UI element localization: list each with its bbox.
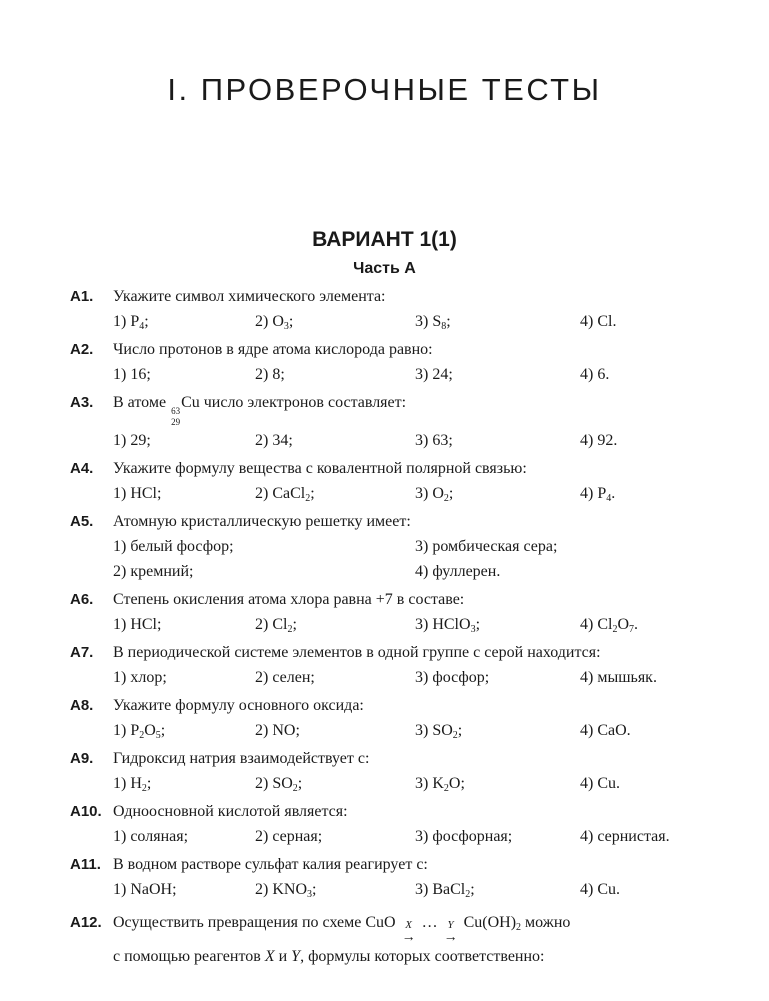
text-segment: 1) соляная; (113, 828, 189, 845)
answer-option (415, 612, 480, 637)
subscript: 5 (155, 730, 161, 741)
text-segment: 2) Cl (255, 616, 288, 633)
answer-option (580, 665, 657, 690)
answer-option (255, 718, 300, 743)
text-segment: 4) сернистая. (580, 828, 670, 845)
text-segment: ; (448, 485, 454, 502)
subscript: 2 (452, 730, 458, 741)
question-number: A7. (70, 644, 94, 661)
answer-options-row (113, 771, 720, 796)
question-text (113, 693, 720, 718)
question-a3 (70, 390, 720, 453)
subscript: 8 (441, 321, 447, 332)
text-segment: В атоме (113, 394, 171, 411)
question-a10 (70, 799, 720, 849)
question-text-continued (113, 944, 720, 969)
answer-option (580, 612, 638, 637)
text-segment: 1) белый фосфор; (113, 538, 234, 555)
answer-option (415, 481, 453, 506)
text-segment: O; (448, 775, 465, 792)
subscript: 2 (443, 783, 449, 794)
answer-option (113, 559, 193, 584)
text-segment: 4) Cu. (580, 881, 620, 898)
question-text (113, 390, 720, 428)
text-segment: ; (146, 775, 152, 792)
arrow-icon: → (443, 930, 458, 945)
answer-option (415, 559, 500, 584)
text-segment: и (274, 948, 292, 965)
question-a5 (70, 509, 720, 584)
answer-options-row (113, 362, 720, 387)
text-segment: 1) NaOH; (113, 881, 177, 898)
answer-option (415, 309, 451, 334)
text-segment: 2) NO; (255, 722, 300, 739)
text-segment: Cu число электронов составляет: (181, 394, 407, 411)
text-segment: ; (144, 313, 149, 330)
text-segment: ; (297, 775, 303, 792)
answer-option (580, 771, 620, 796)
text-segment: … (417, 914, 442, 931)
question-text (113, 852, 720, 877)
text-segment: 4) P (580, 485, 607, 502)
subscript: 2 (139, 730, 145, 741)
text-segment: Укажите формулу вещества с ковалентной полярной связью: (113, 460, 527, 477)
text-segment: 4) Cl (580, 616, 613, 633)
answer-option (113, 481, 161, 506)
text-segment: с помощью реагентов (113, 948, 265, 965)
question-list (70, 284, 720, 972)
answer-option (255, 665, 315, 690)
text-segment: 1) P (113, 722, 140, 739)
text-segment: 1) хлор; (113, 669, 167, 686)
answer-options-row (113, 665, 720, 690)
text-segment: 3) фосфорная; (415, 828, 513, 845)
answer-option (113, 718, 165, 743)
text-segment: ; (292, 616, 297, 633)
text-segment: 3) ромбическая сера; (415, 538, 558, 555)
text-segment: 3) BaCl (415, 881, 466, 898)
text-segment: ; (470, 881, 475, 898)
question-text (113, 799, 720, 824)
answer-option (113, 428, 151, 453)
text-segment: В водном растворе сульфат калия реагирует с: (113, 856, 428, 873)
text-segment: 2) O (255, 313, 284, 330)
answer-option (255, 362, 285, 387)
answer-option (415, 665, 489, 690)
text-segment: 2) 8; (255, 366, 285, 383)
text-segment: 3) 24; (415, 366, 453, 383)
text-segment: можно (521, 914, 571, 931)
question-number: A6. (70, 591, 94, 608)
text-segment: ; (288, 313, 294, 330)
subscript: 2 (612, 624, 618, 635)
text-segment: 2) KNO (255, 881, 307, 898)
text-segment: 4) 6. (580, 366, 610, 383)
question-text (113, 746, 720, 771)
answer-options-row (113, 718, 720, 743)
question-text (113, 910, 720, 944)
question-number: A4. (70, 460, 94, 477)
text-segment: . (611, 485, 616, 502)
text-segment: 3) HClO (415, 616, 471, 633)
text-segment: O (617, 616, 630, 633)
question-a1 (70, 284, 720, 334)
subscript: 2 (516, 922, 522, 933)
text-segment: 1) HCl; (113, 485, 162, 502)
text-segment: 2) серная; (255, 828, 323, 845)
text-segment: , формулы которых соответственно: (300, 948, 545, 965)
text-segment: Одноосновной кислотой является: (113, 803, 348, 820)
answer-option (580, 877, 620, 902)
answer-options-row (113, 612, 720, 637)
answer-option (255, 428, 293, 453)
text-segment: ; (310, 485, 315, 502)
text-segment: ; (446, 313, 451, 330)
question-number: A10. (70, 803, 102, 820)
text-segment: Укажите формулу основного оксида: (113, 697, 364, 714)
text-segment: 1) H (113, 775, 142, 792)
question-a9 (70, 746, 720, 796)
answer-option (113, 771, 151, 796)
subscript: 2 (443, 493, 449, 504)
text-segment: 2) селен; (255, 669, 315, 686)
text-segment: 4) CaO. (580, 722, 631, 739)
answer-options-row (113, 877, 720, 902)
part-title: Часть А (353, 260, 416, 277)
answer-option (415, 534, 557, 559)
subscript: 2 (465, 889, 471, 900)
question-number: A9. (70, 750, 94, 767)
subscript: 2 (287, 624, 293, 635)
text-segment: 2) SO (255, 775, 293, 792)
chapter-title: I. ПРОВЕРОЧНЫЕ ТЕСТЫ (167, 72, 602, 107)
question-number: A8. (70, 697, 94, 714)
question-text (113, 284, 720, 309)
subscript: 2 (305, 493, 311, 504)
answer-option (580, 718, 631, 743)
answer-option (415, 824, 512, 849)
answer-options-row (113, 428, 720, 453)
subscript: 3 (307, 889, 312, 900)
subscript: 3 (470, 624, 476, 635)
question-number: A2. (70, 341, 94, 358)
question-text (113, 337, 720, 362)
text-segment: 4) фуллерен. (415, 563, 501, 580)
answer-options-row (113, 481, 720, 506)
answer-option (580, 824, 670, 849)
italic-variable: X (264, 948, 275, 965)
arrow-reagent-label: X (405, 919, 412, 931)
subscript: 2 (292, 783, 298, 794)
text-segment: . (634, 616, 639, 633)
question-number: A5. (70, 513, 94, 530)
answer-options-row (113, 534, 720, 559)
answer-option (415, 362, 453, 387)
question-number: A11. (70, 856, 101, 873)
variant-title: ВАРИАНТ 1(1) (312, 228, 457, 251)
answer-option (113, 612, 161, 637)
question-text (113, 640, 720, 665)
subscript: 2 (141, 783, 147, 794)
atomic-number: 29 (171, 417, 181, 427)
text-segment: Cu(OH) (459, 914, 517, 931)
answer-option (580, 481, 615, 506)
answer-options-row (113, 309, 720, 334)
answer-option (580, 428, 617, 453)
reaction-arrow (442, 920, 460, 944)
text-segment: Осуществить превращения по схеме CuO (113, 914, 400, 931)
answer-option (580, 309, 616, 334)
text-segment: 2) кремний; (113, 563, 194, 580)
text-segment: Атомную кристаллическую решетку имеет: (113, 513, 411, 530)
answer-option (255, 824, 322, 849)
text-segment: Степень окисления атома хлора равна +7 в составе: (113, 591, 465, 608)
text-segment: Укажите символ химического элемента: (113, 288, 386, 305)
arrow-reagent-label: Y (447, 919, 454, 931)
question-number: A12. (70, 914, 102, 931)
subscript: 4 (139, 321, 145, 332)
text-segment: 4) Cu. (580, 775, 620, 792)
text-segment: ; (312, 881, 317, 898)
text-segment: 3) S (415, 313, 442, 330)
question-a2 (70, 337, 720, 387)
answer-option (255, 612, 297, 637)
text-segment: 1) HCl; (113, 616, 162, 633)
question-text (113, 456, 720, 481)
answer-option (113, 824, 188, 849)
text-segment: ; (160, 722, 166, 739)
text-segment: В периодической системе элементов в одной группе с серой находится: (113, 644, 601, 661)
question-a8 (70, 693, 720, 743)
question-a12 (70, 910, 720, 969)
text-segment: 1) P (113, 313, 140, 330)
arrow-icon: → (401, 930, 416, 945)
question-number: A3. (70, 394, 94, 411)
text-segment: 2) CaCl (255, 485, 306, 502)
text-segment: ; (475, 616, 481, 633)
text-segment: 3) 63; (415, 432, 453, 449)
question-a7 (70, 640, 720, 690)
italic-variable: Y (291, 948, 301, 965)
answer-option (113, 665, 167, 690)
text-segment: 3) K (415, 775, 444, 792)
reaction-arrow (400, 920, 418, 944)
question-text (113, 587, 720, 612)
mass-number: 63 (171, 406, 181, 416)
text-segment: O (144, 722, 156, 739)
text-segment: ; (457, 722, 463, 739)
text-segment: Число протонов в ядре атома кислорода равно: (113, 341, 433, 358)
text-segment: 1) 16; (113, 366, 151, 383)
subscript: 7 (629, 624, 635, 635)
text-segment: 3) O (415, 485, 444, 502)
text-segment: 3) фосфор; (415, 669, 490, 686)
text-segment: 1) 29; (113, 432, 151, 449)
text-segment: 4) мышьяк. (580, 669, 657, 686)
answer-options-row (113, 824, 720, 849)
answer-option (255, 877, 316, 902)
text-segment: 4) Cl. (580, 313, 617, 330)
answer-option (113, 534, 234, 559)
subscript: 4 (606, 493, 612, 504)
answer-option (415, 877, 475, 902)
text-segment: 2) 34; (255, 432, 293, 449)
answer-options-row (113, 559, 720, 584)
question-a6 (70, 587, 720, 637)
answer-option (255, 481, 315, 506)
answer-option (113, 309, 149, 334)
question-a4 (70, 456, 720, 506)
answer-option (580, 362, 609, 387)
answer-option (415, 718, 462, 743)
question-number: A1. (70, 288, 94, 305)
isotope-notation (171, 406, 180, 428)
answer-option (255, 771, 302, 796)
answer-option (415, 771, 465, 796)
question-text (113, 509, 720, 534)
answer-option (255, 309, 293, 334)
text-segment: 4) 92. (580, 432, 618, 449)
answer-option (113, 362, 151, 387)
subscript: 3 (283, 321, 289, 332)
answer-option (113, 877, 177, 902)
answer-option (415, 428, 453, 453)
text-segment: Гидроксид натрия взаимодействует с: (113, 750, 370, 767)
question-a11 (70, 852, 720, 902)
text-segment: 3) SO (415, 722, 453, 739)
